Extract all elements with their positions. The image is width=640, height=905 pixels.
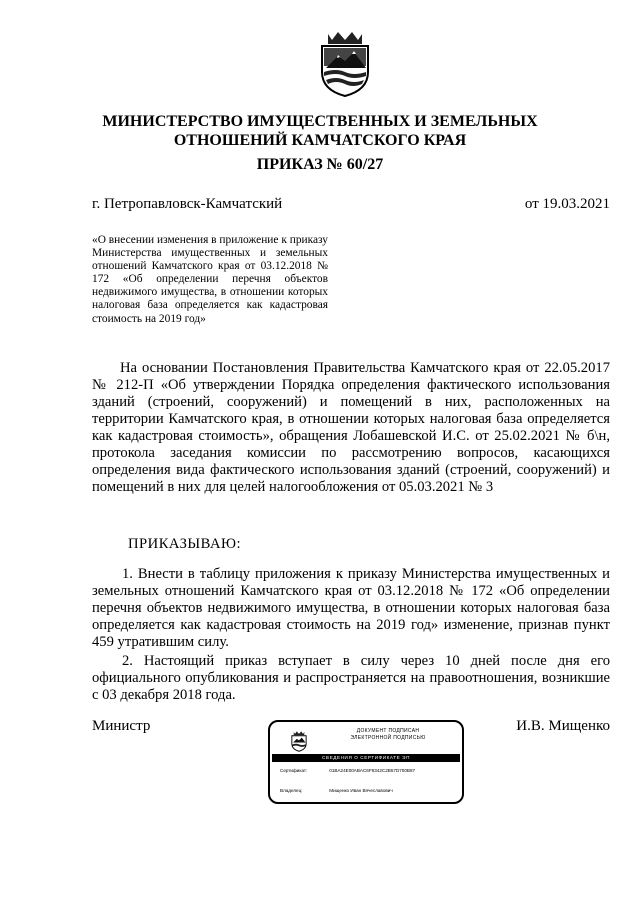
- certificate-value: 01BA24E00ABAC6F9342C2B57D700B87: [329, 768, 416, 773]
- stamp-certificate-row: [280, 768, 415, 774]
- kamchatka-coat-of-arms-icon: [316, 28, 374, 98]
- stamp-heading-line1: ДОКУМЕНТ ПОДПИСАН: [356, 728, 420, 734]
- owner-value: Мищенко Иван Вячеславович: [329, 788, 393, 793]
- ministry-name: МИНИСТЕРСТВО ИМУЩЕСТВЕННЫХ И ЗЕМЕЛЬНЫХ ОТНОШЕНИЙ КАМЧАТСКОГО КРАЯ: [102, 113, 538, 149]
- stamp-heading-line2: ЭЛЕКТРОННОЙ ПОДПИСЬЮ: [350, 735, 426, 741]
- electronic-signature-stamp: [268, 720, 464, 804]
- order-item-2: 2. Настоящий приказ вступает в силу через 10 дней после дня его официального опубликования и распространяется на правоотношения, возникшие с 03 декабря 2018 года.: [92, 653, 610, 703]
- order-subject: «О внесении изменения в приложение к приказу Министерства имущественных и земельных отношений Камчатского края от 03.12.2018 № 172 «Об определении перечня объектов недвижимого имущества, в отношении которых налоговая база определяется как кадастровая стоимость на 2019 год»: [92, 234, 328, 325]
- signer-title: Министр: [92, 718, 151, 734]
- city: г. Петропавловск-Камчатский: [92, 196, 283, 212]
- stamp-certificate-band: СВЕДЕНИЯ О СЕРТИФИКАТЕ ЭП: [272, 754, 460, 762]
- stamp-owner-row: [280, 788, 393, 794]
- order-date: от 19.03.2021: [524, 196, 610, 212]
- preamble-paragraph: На основании Постановления Правительства Камчатского края от 22.05.2017 № 212-П «Об утверждении Порядка определения фактического использования зданий (строений, сооружений) и помещений в них, расположенных на территории Камчатского края, в отношении которых налоговая база определяется как кадастровая стоимость», обращения Лобашевской И.С. от 25.02.2021 № б\н, протокола заседания комиссии по рассмотрению вопросов, касающихся определения вида фактического использования зданий (строений, сооружений) и помещений в них для целей налогообложения от 05.03.2021 № 3: [92, 360, 610, 495]
- stamp-coat-of-arms-icon: [290, 730, 308, 752]
- signer-name: И.В. Мищенко: [516, 718, 610, 734]
- command-word: ПРИКАЗЫВАЮ:: [128, 536, 242, 552]
- certificate-label: Сертификат:: [280, 768, 308, 773]
- owner-label: Владелец:: [280, 788, 303, 793]
- stamp-heading: [318, 728, 458, 742]
- order-item-1: 1. Внести в таблицу приложения к приказу Министерства имущественных и земельных отношений Камчатского края от 03.12.2018 № 172 «Об определении перечня объектов недвижимого имущества, в отношении которых налоговая база определяется как кадастровая стоимость на 2019 год» изменение, признав пункт 459 утратившим силу.: [92, 566, 610, 650]
- order-title: ПРИКАЗ № 60/27: [256, 156, 384, 173]
